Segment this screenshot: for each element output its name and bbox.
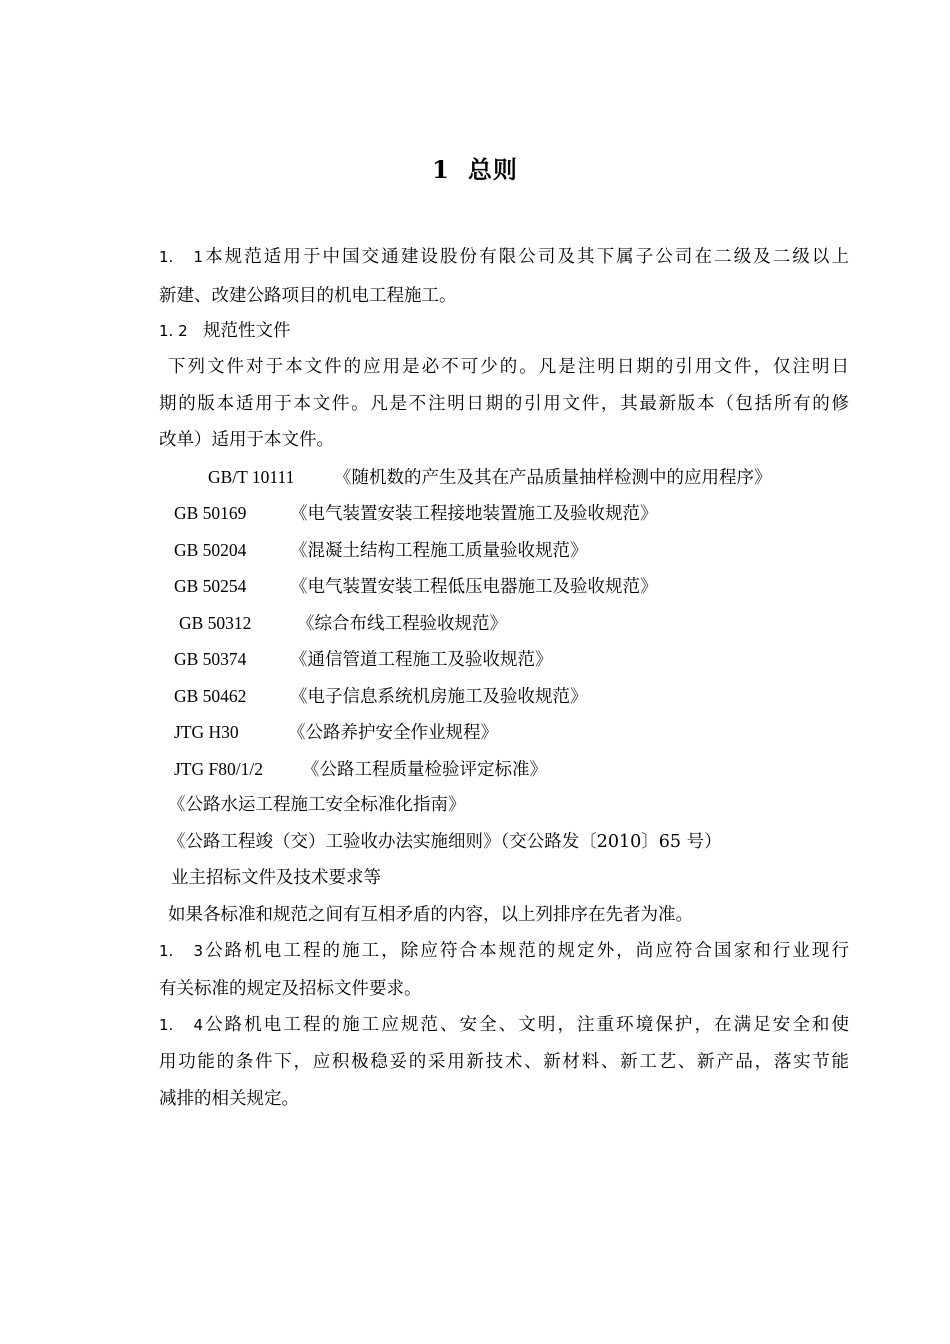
ref-row [174,720,498,745]
section-1-3-text-1: 公路机电工程的施工，除应符合本规范的规定外，尚应符合国家和行业现行 [203,941,849,961]
section-number: 1. 2 [159,322,188,340]
extra-ref-3: 业主招标文件及技术要求等 [171,868,381,888]
section-1-4-line-3: 减排的相关规定。 [159,1089,299,1109]
ref-title: 《电气装置安装工程接地装置施工及验收规范》 [290,504,658,524]
ref-title: 《通信管道工程施工及验收规范》 [290,650,553,670]
ref-code: GB 50254 [174,576,247,596]
conflict-note: 如果各标准和规范之间有互相矛盾的内容，以上列排序在先者为准。 [168,905,693,925]
section-1-2-para-line-3: 改单）适用于本文件。 [159,430,334,450]
section-number: 1. 1 [159,248,203,266]
ref-code: GB/T 10111 [208,467,295,487]
ref-code: GB 50169 [174,503,247,523]
section-1-4-line-2: 用功能的条件下，应积极稳妥的采用新技术、新材料、新工艺、新产品，落实节能 [159,1052,849,1072]
ref-title: 《电子信息系统机房施工及验收规范》 [290,687,588,707]
ref-code: GB 50374 [174,649,247,669]
ref-code: GB 50312 [179,613,252,633]
ref-row [179,611,507,636]
ref-title: 《公路养护安全作业规程》 [288,723,498,743]
section-1-1-line-1 [159,245,849,269]
ref-title: 《电气装置安装工程低压电器施工及验收规范》 [290,577,658,597]
section-1-2-para-line-1: 下列文件对于本文件的应用是必不可少的。凡是注明日期的引用文件，仅注明日 [168,357,849,377]
section-number: 1. 4 [159,1016,203,1034]
ref-code: GB 50462 [174,686,247,706]
ref-row [174,684,588,709]
ref-row [174,501,658,526]
section-1-1-text-1: 本规范适用于中国交通建设股份有限公司及其下属子公司在二级及二级以上 [203,247,849,267]
chapter-title-text: 总则 [467,155,518,184]
ref-code: JTG H30 [174,722,239,742]
extra-ref-1: 《公路水运工程施工安全标准化指南》 [168,795,466,815]
ref-row [174,647,553,672]
ref-row [174,538,588,563]
section-1-2-heading [159,319,291,343]
section-1-2-para-line-2: 期的版本适用于本文件。凡是不注明日期的引用文件，其最新版本（包括所有的修 [159,394,849,414]
ref-title: 《混凝土结构工程施工质量验收规范》 [290,541,588,561]
section-1-1-line-2: 新建、改建公路项目的机电工程施工。 [159,286,457,306]
section-1-3-line-2: 有关标准的规定及招标文件要求。 [159,979,422,999]
section-1-3-line-1 [159,939,849,963]
ref-title: 《公路工程质量检验评定标准》 [302,760,547,780]
extra-ref-2: 《公路工程竣（交）工验收办法实施细则》（交公路发〔2010〕65 号） [168,832,722,852]
ref-title: 《随机数的产生及其在产品质量抽样检测中的应用程序》 [334,468,772,488]
ref-row [208,465,772,490]
ref-row [174,757,547,782]
chapter-title [0,150,950,185]
ref-code: JTG F80/1/2 [174,759,263,779]
ref-title: 《综合布线工程验收规范》 [297,614,507,634]
ref-row [174,574,658,599]
ref-code: GB 50204 [174,540,247,560]
chapter-number: 1 [432,155,450,184]
section-number: 1. 3 [159,942,203,960]
section-1-2-heading-text: 规范性文件 [203,321,291,341]
section-1-4-line-1 [159,1013,849,1037]
section-1-4-text-1: 公路机电工程的施工应规范、安全、文明，注重环境保护，在满足安全和使 [203,1015,849,1035]
